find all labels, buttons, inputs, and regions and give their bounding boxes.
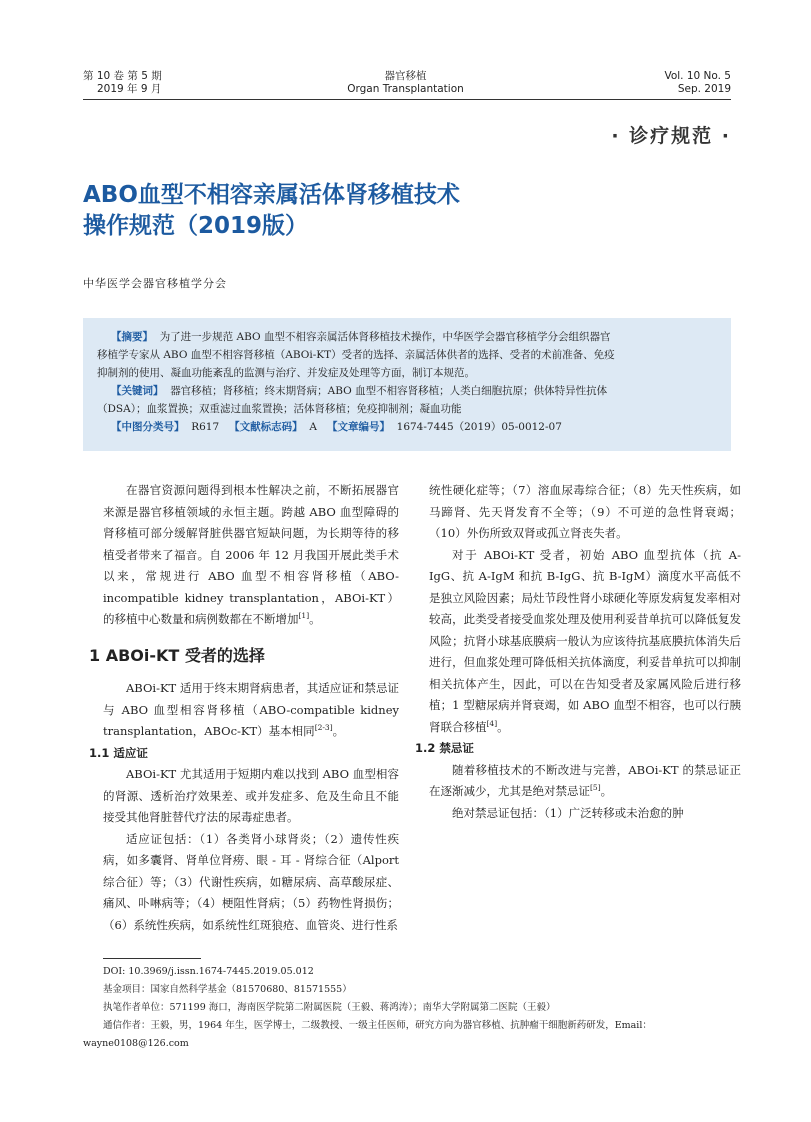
class-label: 【中图分类号】 (111, 421, 185, 433)
section-1-paragraph: ABOi-KT 适用于终末期肾病患者，其适应证和禁忌证与 ABO 血型相容肾移植（ABO-compatible kidney transplantation，ABOc-KT）基本相同[2-3]。 (103, 681, 399, 738)
footnote-doi: DOI: 10.3969/j.issn.1674-7445.2019.05.012 (103, 966, 314, 977)
header-journal-en: Organ Transplantation (347, 83, 464, 95)
keywords-text-2: （DSA）；血浆置换；双重滤过血浆置换；活体肾移植；免疫抑制剂；凝血功能 (97, 403, 462, 415)
keywords-row-2 (97, 400, 709, 418)
article-title (83, 180, 643, 242)
header-volume-en: Vol. 10 No. 5 (664, 70, 731, 82)
section-1-1-paragraph-1: ABOi-KT 尤其适用于短期内难以找到 ABO 血型相容的肾源、透析治疗效果差、或并发症多、危及生命且不能接受其他肾脏替代疗法的尿毒症患者。 (103, 767, 399, 824)
section-1-2-heading: 1.2 禁忌证 (415, 741, 474, 755)
section-1-1-paragraph-2: 适应证包括：（1）各类肾小球肾炎；（2）遗传性疾病，如多囊肾、肾单位肾痨、眼 - 耳 - 肾综合征（Alport 综合征）等；（3）代谢性疾病，如糖尿病、高草酸尿症、痛风、卟啉病等；（4）梗阻性肾病；（5）药物性肾损伤；（6）系统性疾病，如系统性红斑狼疮、血管炎、进行性系 (103, 831, 399, 932)
abstract-box (83, 318, 731, 451)
section-1-2-paragraph-2: 绝对禁忌证包括：（1）广泛转移或未治愈的肿 (452, 805, 684, 820)
footnotes (83, 963, 731, 1053)
intro-paragraph: 在器官资源问题得到根本性解决之前，不断拓展器官来源是器官移植领域的永恒主题。跨越 ABO 血型障碍的肾移植可部分缓解肾脏供器官短缺问题，为长期等待的移植受者带来了福音。自 2006 年 12 月我国开展此类手术以来，常规进行 ABO 血型不相容肾移植（ABO-incompatible kidney transplantation，ABOi-KT）的移植中心数量和病例数都在不断增加[1]。 (103, 483, 399, 626)
abstract-row-2 (97, 346, 709, 364)
section-1-2-paragraph-1: 随着移植技术的不断改进与完善，ABOi-KT 的禁忌证正在逐渐减少，尤其是绝对禁忌证[5]。 (429, 762, 741, 798)
body-column-left (89, 480, 399, 936)
classification-row (111, 418, 709, 436)
footnote-email: wayne0108@126.com (83, 1038, 189, 1049)
header-divider (83, 99, 731, 100)
class-value: R617 (191, 421, 220, 433)
abstract-text-1: 为了进一步规范 ABO 血型不相容亲属活体肾移植技术操作，中华医学会器官移植学分会组织器官 (159, 331, 611, 343)
keywords-text-1: 器官移植；肾移植；终末期肾病；ABO 血型不相容肾移植；人类白细胞抗原；供体特异性抗体 (170, 385, 608, 397)
abstract-text-2: 移植学专家从 ABO 血型不相容肾移植（ABOi-KT）受者的选择、亲属活体供者的选择、受者的术前准备、免疫 (97, 349, 615, 361)
section-1-heading: 1 ABOi-KT 受者的选择 (89, 645, 265, 665)
keywords-label: 【关键词】 (111, 385, 164, 397)
footnote-unit: 执笔作者单位：571199 海口，海南医学院第二附属医院（王毅、蒋鸿涛）；南华大学附属第二医院（王毅） (103, 1002, 556, 1013)
header-journal-cn: 器官移植 (384, 70, 427, 82)
abstract-row-1 (111, 328, 709, 346)
article-no-value: 1674-7445（2019）05-0012-07 (396, 421, 562, 433)
abstract-text-3: 抑制剂的使用、凝血功能紊乱的监测与治疗、并发症及处理等方面，制订本规范。 (97, 367, 475, 379)
citation: [5] (590, 783, 601, 793)
header-date-en: Sep. 2019 (677, 83, 731, 95)
citation: [2-3] (314, 723, 333, 733)
section-1-1-paragraph-3: 对于 ABOi-KT 受者，初始 ABO 血型抗体（抗 A-IgG、抗 A-IgM 和抗 B-IgG、抗 B-IgM）滴度水平高低不是独立风险因素；局灶节段性肾小球硬化等原发病复发率相对较高，此类受者接受血浆处理及使用利妥昔单抗可以降低复发风险；抗肾小球基底膜病一般认为应该待抗基底膜抗体消失后进行，但血浆处理可降低相关抗体滴度，利妥昔单抗可以抑制相关抗体产生，因此，可以在告知受者及家属风险后进行移植；1 型糖尿病并肾衰竭，如 ABO 血型不相容，也可以行胰肾联合移植[4]。 (429, 547, 741, 734)
header-volume-issue: 第 10 卷 第 5 期 (83, 70, 162, 82)
section-tag: · 诊疗规范 · (611, 125, 731, 147)
abstract-content (97, 328, 709, 436)
abstract-row-3 (97, 364, 709, 382)
citation: [1] (298, 611, 310, 621)
header-volume-en-block (664, 70, 731, 96)
section-1-1-paragraph-2-continued: 统性硬化症等；（7）溶血尿毒综合征；（8）先天性疾病，如马蹄肾、先天肾发育不全等；（9）不可逆的急性肾衰竭；（10）外伤所致双肾或孤立肾丧失者。 (429, 483, 741, 540)
footnote-divider (103, 958, 201, 959)
body-column-right (415, 480, 741, 824)
article-no-label: 【文章编号】 (326, 421, 390, 433)
footnote-correspondence: 通信作者：王毅，男，1964 年生，医学博士，二级教授、一级主任医师，研究方向为器官移植、抗肿瘤干细胞新药研发，Email： (103, 1020, 652, 1031)
author-line: 中华医学会器官移植学分会 (83, 277, 227, 290)
doc-code-value: A (309, 421, 317, 433)
citation: [4] (486, 718, 498, 728)
header-date-cn: 2019 年 9 月 (97, 83, 162, 95)
section-1-1-heading: 1.1 适应证 (89, 745, 148, 760)
article-title-line2: 操作规范（2019版） (83, 213, 309, 239)
footnote-fund: 基金项目：国家自然科学基金（81570680、81571555） (103, 984, 352, 995)
abstract-label: 【摘要】 (111, 331, 153, 343)
article-title-line1: ABO血型不相容亲属活体肾移植技术 (83, 182, 460, 208)
keywords-row-1 (111, 382, 709, 400)
doc-code-label: 【文献标志码】 (229, 421, 303, 433)
